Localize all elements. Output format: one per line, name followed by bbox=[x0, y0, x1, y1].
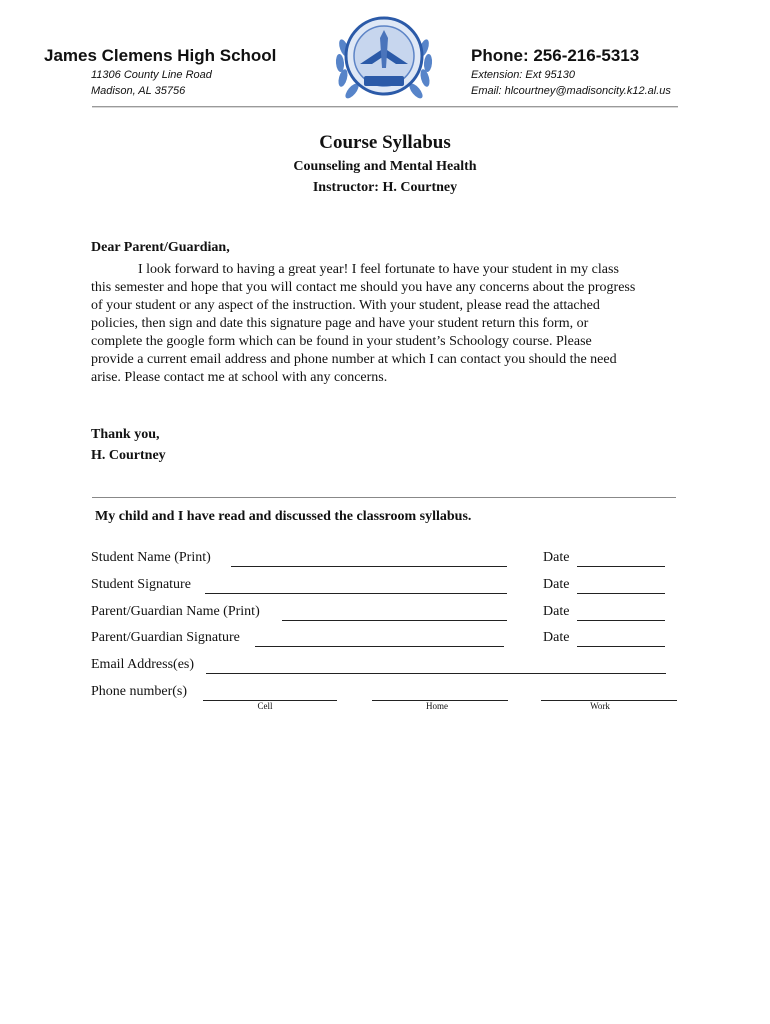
school-email: Email: hlcourtney@madisoncity.k12.al.us bbox=[471, 85, 671, 97]
student-name-field[interactable] bbox=[231, 566, 507, 567]
signature-name: H. Courtney bbox=[91, 448, 166, 463]
school-address-line1: 11306 County Line Road bbox=[91, 69, 212, 81]
section-divider bbox=[92, 497, 676, 498]
phone-work-label: Work bbox=[590, 701, 610, 711]
guardian-name-label: Parent/Guardian Name (Print) bbox=[91, 604, 260, 619]
page-title: Course Syllabus bbox=[319, 132, 451, 153]
phone-home-label: Home bbox=[426, 701, 448, 711]
school-extension: Extension: Ext 95130 bbox=[471, 69, 575, 81]
email-field[interactable] bbox=[206, 673, 666, 674]
email-label: Email Address(es) bbox=[91, 657, 195, 672]
date-label: Date bbox=[543, 550, 570, 565]
letter-line: I look forward to having a great year! I feel fortunate to have your student in my class bbox=[138, 262, 619, 277]
letter-line: of your student or any aspect of the instruction. With your student, please read the attached bbox=[91, 298, 600, 313]
letter-line: provide a current email address and phone number at which I can contact you should the need bbox=[91, 352, 617, 367]
letter-body bbox=[91, 261, 691, 387]
student-name-label: Student Name (Print) bbox=[91, 550, 211, 565]
letter-line: this semester and hope that you will contact me should you have any concerns about the progress bbox=[91, 280, 636, 295]
header-divider bbox=[92, 106, 678, 107]
student-signature-field[interactable] bbox=[205, 593, 507, 594]
school-name: James Clemens High School bbox=[44, 46, 277, 65]
student-name-date-field[interactable] bbox=[577, 566, 665, 567]
student-signature-date-field[interactable] bbox=[577, 593, 665, 594]
course-name: Counseling and Mental Health bbox=[293, 159, 477, 174]
date-label: Date bbox=[543, 630, 570, 645]
guardian-name-date-field[interactable] bbox=[577, 620, 665, 621]
student-signature-label: Student Signature bbox=[91, 577, 191, 592]
phone-cell-label: Cell bbox=[257, 701, 273, 711]
salutation: Dear Parent/Guardian, bbox=[91, 240, 230, 255]
guardian-name-field[interactable] bbox=[282, 620, 507, 621]
guardian-signature-label: Parent/Guardian Signature bbox=[91, 630, 240, 645]
school-logo bbox=[330, 8, 438, 108]
phone-label: Phone number(s) bbox=[91, 684, 188, 699]
school-address-line2: Madison, AL 35756 bbox=[91, 85, 186, 97]
letter-line: arise. Please contact me at school with any concerns. bbox=[91, 370, 388, 385]
guardian-signature-date-field[interactable] bbox=[577, 646, 665, 647]
school-phone: Phone: 256-216-5313 bbox=[471, 46, 640, 65]
guardian-signature-field[interactable] bbox=[255, 646, 504, 647]
letter-line: policies, then sign and date this signature page and have your student return this form, or bbox=[91, 316, 589, 331]
closing: Thank you, bbox=[91, 427, 160, 442]
acknowledgement-statement: My child and I have read and discussed the classroom syllabus. bbox=[95, 509, 472, 524]
instructor-name: Instructor: H. Courtney bbox=[312, 180, 458, 195]
date-label: Date bbox=[543, 577, 570, 592]
letter-line: complete the google form which can be found in your student’s Schoology course. Please bbox=[91, 334, 592, 349]
date-label: Date bbox=[543, 604, 570, 619]
